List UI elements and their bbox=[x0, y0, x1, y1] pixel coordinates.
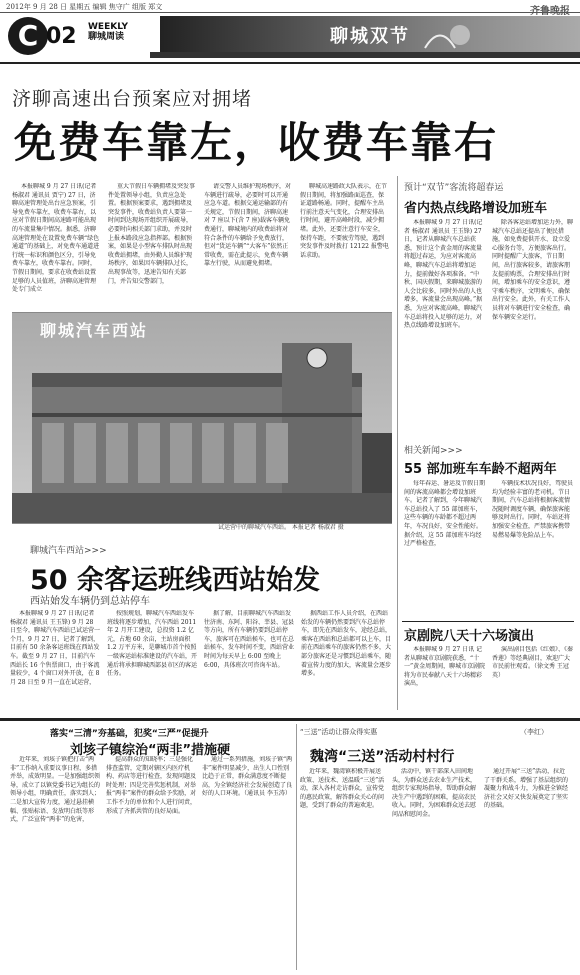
related-article-body bbox=[404, 480, 574, 620]
bottom-right-col-1: 近年来，魏湾镇积极开展送政策、送技术、送温暖“三送”活动，深入各村走访群众，宣传党的惠民政策，解答群众关心的问题，受到了群众的普遍欢迎。 bbox=[300, 768, 385, 810]
bottom-right-title: 魏湾“三送”活动村村行 bbox=[310, 749, 455, 765]
bottom-left-kicker: 落实“三清”夯基础，犯奖“三严”促提升 bbox=[50, 729, 209, 739]
issue-info: 2012年 9 月 28 日 星期五 编辑 焦守广 组版 郑文 bbox=[6, 3, 163, 11]
main-col-1: 本报聊城 9 月 27 日讯(记者 杨淑君 通讯员 贾宁) 27 日，济聊高速管理处出台应急预案，引导免费车靠左，收费车靠右，以应对节假日期间高速路可能出现的车流量集中情况。据悉，济聊高速管理处在设置免费车辆“绿色通道”的基础上，对免费车通道进行统一标识和颜色区分，引导免费车靠左，收费车靠右。同时，节假日期间，要求在收费站设置足够的人员值班，济聊高速管理处专门成立 bbox=[12, 183, 100, 294]
opera-title: 京剧院八天十六场演出 bbox=[404, 629, 535, 644]
bottom-left-title: 刘垓子镇综治“两非”措施硬 bbox=[70, 743, 231, 758]
main-title: 免费车靠左，收费车靠右 bbox=[14, 118, 499, 167]
right-col-1: 本报聊城 9 月 27 日讯(记者 杨淑君 通讯员 王玉锋) 27 日，记者从聊城汽车总站获悉，预计这个黄金周的客流量将超过春运，为应对客流高峰，聊城汽车总站将增加运力，提前做好各项准备。“中秋、国庆假期，来聊城旅游的人会比较多，同时外出的人也增多，客流量会出现高峰。”据悉，为应对客流高峰，聊城汽车总站将投入足够的运力，对热点线路增设加班车。 bbox=[404, 219, 483, 330]
bottom-right-col-2: 活动中，镇干部深入田间地头，为群众送去农业生产技术，组织专家现场指导，帮助群众解决生产中遇到的困难，提高农民收入。同时，为困难群众送去慰问品和慰问金。 bbox=[392, 768, 477, 818]
main-subtitle: 济聊高速出台预案应对拥堵 bbox=[12, 88, 253, 110]
right-col-2: 除各客运站增加运力外，聊城汽车总站还提出了便民措施，如免费提供开水、设立爱心服务台等，方便旅客出行。同时提醒广大旅客，节日期间，出行旅客较多，请旅客朋友提前购票，合理安排出行时间，增加乘车的安全意识，遵守乘车秩序，文明乘车，确保出行安全。此外，有关工作人员将对车辆进行安全检查，确保车辆安全运行。 bbox=[492, 219, 574, 321]
related-kicker: 相关新闻>>> bbox=[404, 446, 463, 456]
photo-caption: 试运营中的聊城汽车西站。 本报记者 杨淑君 摄 bbox=[218, 524, 344, 531]
photo-station-sign: 聊城汽车西站 bbox=[40, 321, 149, 340]
paper-logo bbox=[530, 2, 570, 17]
right-article-body bbox=[404, 219, 574, 441]
weekly-tag bbox=[88, 22, 128, 42]
bus-article-body bbox=[10, 610, 392, 708]
column-divider bbox=[397, 176, 398, 710]
main-article-body bbox=[12, 183, 392, 305]
opera-col-1: 本报聊城 9 月 27 日讯 记者从聊城市京剧院获悉，“十一”黄金周期间，聊城市京剧院将为市民奉献八天十六场精彩演出， bbox=[404, 646, 486, 688]
bottom-left-col-2: 提高群众的知晓率；三是强化排查监管，定期对辖区内医疗机构、药店等进行检查，发现问题及时处理；四是完善奖惩机制，对举报“两非”案件的群众给予奖励，对工作不力的单位和个人进行问责，形成了齐抓共管的良好局面。 bbox=[106, 756, 197, 815]
opera-col-2: 演出剧目包括《红娘》、《秦香莲》等经典剧目，欢迎广大市民前往观看。（徐文秀 王冠英） bbox=[492, 646, 574, 679]
weekly-label: WEEKLY bbox=[88, 22, 129, 32]
right-rule bbox=[402, 621, 574, 622]
bus-col-4: 据西站工作人员介绍，在西站始发的车辆仍然要到汽车总站停车，即先在西站发车，途经总站，乘客在西站和总站都可以上车，目前在西站乘车的旅客仍然不多，大部分旅客还是习惯到总站乘车，随着宣传力度的加大，客流量会逐步增多。 bbox=[301, 610, 391, 678]
top-rule bbox=[0, 62, 580, 64]
bus-subtitle: 西站始发车辆仍到总站停车 bbox=[30, 596, 150, 607]
weekly-sub: 聊城周读 bbox=[88, 32, 125, 42]
related-col-2: 车辆技术状况良好，驾驶员均为经验丰富的老司机。节日期间，汽车总站将根据客流情况随时调度车辆，确保旅客能够及时出行。同时，车站还将加强安全检查，严禁旅客携带易燃易爆等危险品上车。 bbox=[492, 480, 574, 539]
bottom-left-col-3: 通过一系列措施，刘垓子镇“两非”案件明显减少，出生人口性别比趋于正常，群众满意度不断提高，为全镇经济社会发展创造了良好的人口环境。（通讯员 李玉涛） bbox=[202, 756, 293, 798]
main-col-2: 重大节假日车辆拥堵及突发事件处置领导小组，负责应急处置。根据预案要求，遇到拥堵及突发事件，收费站负责人要第一时间到达现场开组织开展疏导，必要时向相关部门求助，并及时上报本路段应急指挥部。根据预案，如果是小型客车排队时出现收费站拥堵，由外勤人员维护现场秩序，如果因车辆排队过长，出现事故等，迅速告知有关部门，并告知交警部门， bbox=[108, 183, 196, 285]
related-title: 55 部加班车车龄不超两年 bbox=[404, 462, 557, 477]
bottom-rule bbox=[0, 718, 580, 721]
lantern-icon bbox=[420, 18, 480, 52]
bus-col-3: 据了解，目前聊城汽车西站发往济南、东阿、阳谷、莘县、冠县等方向，所有车辆仍要到总站停车，旅客可在西站候车，也可在总站候车，发车时间不变，西站营业时间为每天早上 6:00 至晚上 6:00，具体班次可咨询车站。 bbox=[204, 610, 294, 669]
right-kicker: 预计“双节”客流将超春运 bbox=[404, 183, 504, 193]
section-letter: C bbox=[8, 17, 48, 55]
right-title: 省内热点线路增设加班车 bbox=[404, 201, 548, 216]
bus-station-photo bbox=[12, 312, 392, 524]
main-col-3: 请交警人员维护现场秩序，对车辆进行疏导，必要时可以开通应急车道。根据交通运输部的有关规定，节假日期间，济聊高速对 7 座以下(含 7 座)载客车辆免费通行，聊城境内的收费站将对符合条件的车辆给予免费放行，但对“货运车辆”“大客车”依然正常收费，需在此提示，免费车辆靠左行驶，从而避免拥堵。 bbox=[204, 183, 292, 268]
bottom-right-meta: （李红） bbox=[520, 728, 548, 736]
bus-col-2: 按照规划，聊城汽车西站发车班线将逐步增加，汽车西站 2011 年 2 月开工建设，总投资 1.2 亿元，占地 60 余亩，主站房面积 1.2 万平方米，是聊城市首个按照一级客运站标准建设的汽车站，开通后将承担聊城西部县市区的客运任务。 bbox=[107, 610, 197, 678]
column-title: 聊城双节 bbox=[330, 26, 410, 47]
main-col-4: 聊城高速路政大队表示，在节假日期间，将加强路面巡查，保证道路畅通。同时，提醒车主出行前注意天气变化，合理安排出行时间，避开高峰时段，减少拥堵。此外，还要注意行车安全，保持车距，不要疲劳驾驶，遇到突发事件及时拨打 12122 报警电话求助。 bbox=[300, 183, 389, 259]
banner-strip bbox=[150, 52, 580, 58]
page-number: 02 bbox=[46, 24, 77, 49]
bus-title: 50 余客运班线西站始发 bbox=[30, 565, 320, 596]
bus-kicker: 聊城汽车西站>>> bbox=[30, 546, 107, 556]
header-rule bbox=[0, 12, 580, 13]
bottom-right-col-3: 通过开展“三送”活动，拉近了干群关系，增强了基层组织的凝聚力和战斗力，为推进全镇经济社会又好又快发展奠定了坚实的基础。 bbox=[484, 768, 569, 810]
bottom-left-col-1: 近年来，刘垓子镇把打击“两非”工作纳入重要议事日程，多措并举，成效明显。一是加强组织领导，成立了以镇党委书记为组长的领导小组，明确责任，落实到人；二是加大宣传力度，通过悬挂横幅、张贴标语、发放明白纸等形式，广泛宣传“两非”的危害， bbox=[10, 756, 101, 824]
bottom-left-body bbox=[10, 756, 300, 968]
bottom-right-body bbox=[300, 768, 572, 968]
bottom-divider bbox=[296, 724, 297, 970]
related-col-1: 每年春运、暑运及节假日期间的客流高峰都会增设加班车。记者了解到，今年聊城汽车总站投入了 55 部加班车，这些车辆的车龄都不超过两年，车况良好，安全性能好。据介绍，这 55 部加班车均经过严格检查， bbox=[404, 480, 486, 548]
opera-article-body bbox=[404, 646, 574, 706]
bus-col-1: 本报聊城 9 月 27 日讯(记者 杨淑君 通讯员 王玉锋) 9 月 28 日至今，聊城汽车西站已试运营一个月，9 月 27 日，记者了解到，目前有 50 余条客运班线在西站发车。截至 9 月 27 日，目前汽车西站长 16 个售票窗口，由于客流量较少，4 个窗口对外开放，在 8 月 28 日至 9 月一直在试运营， bbox=[10, 610, 100, 686]
bottom-right-kicker: “三送”活动让群众得实惠 bbox=[300, 728, 378, 736]
